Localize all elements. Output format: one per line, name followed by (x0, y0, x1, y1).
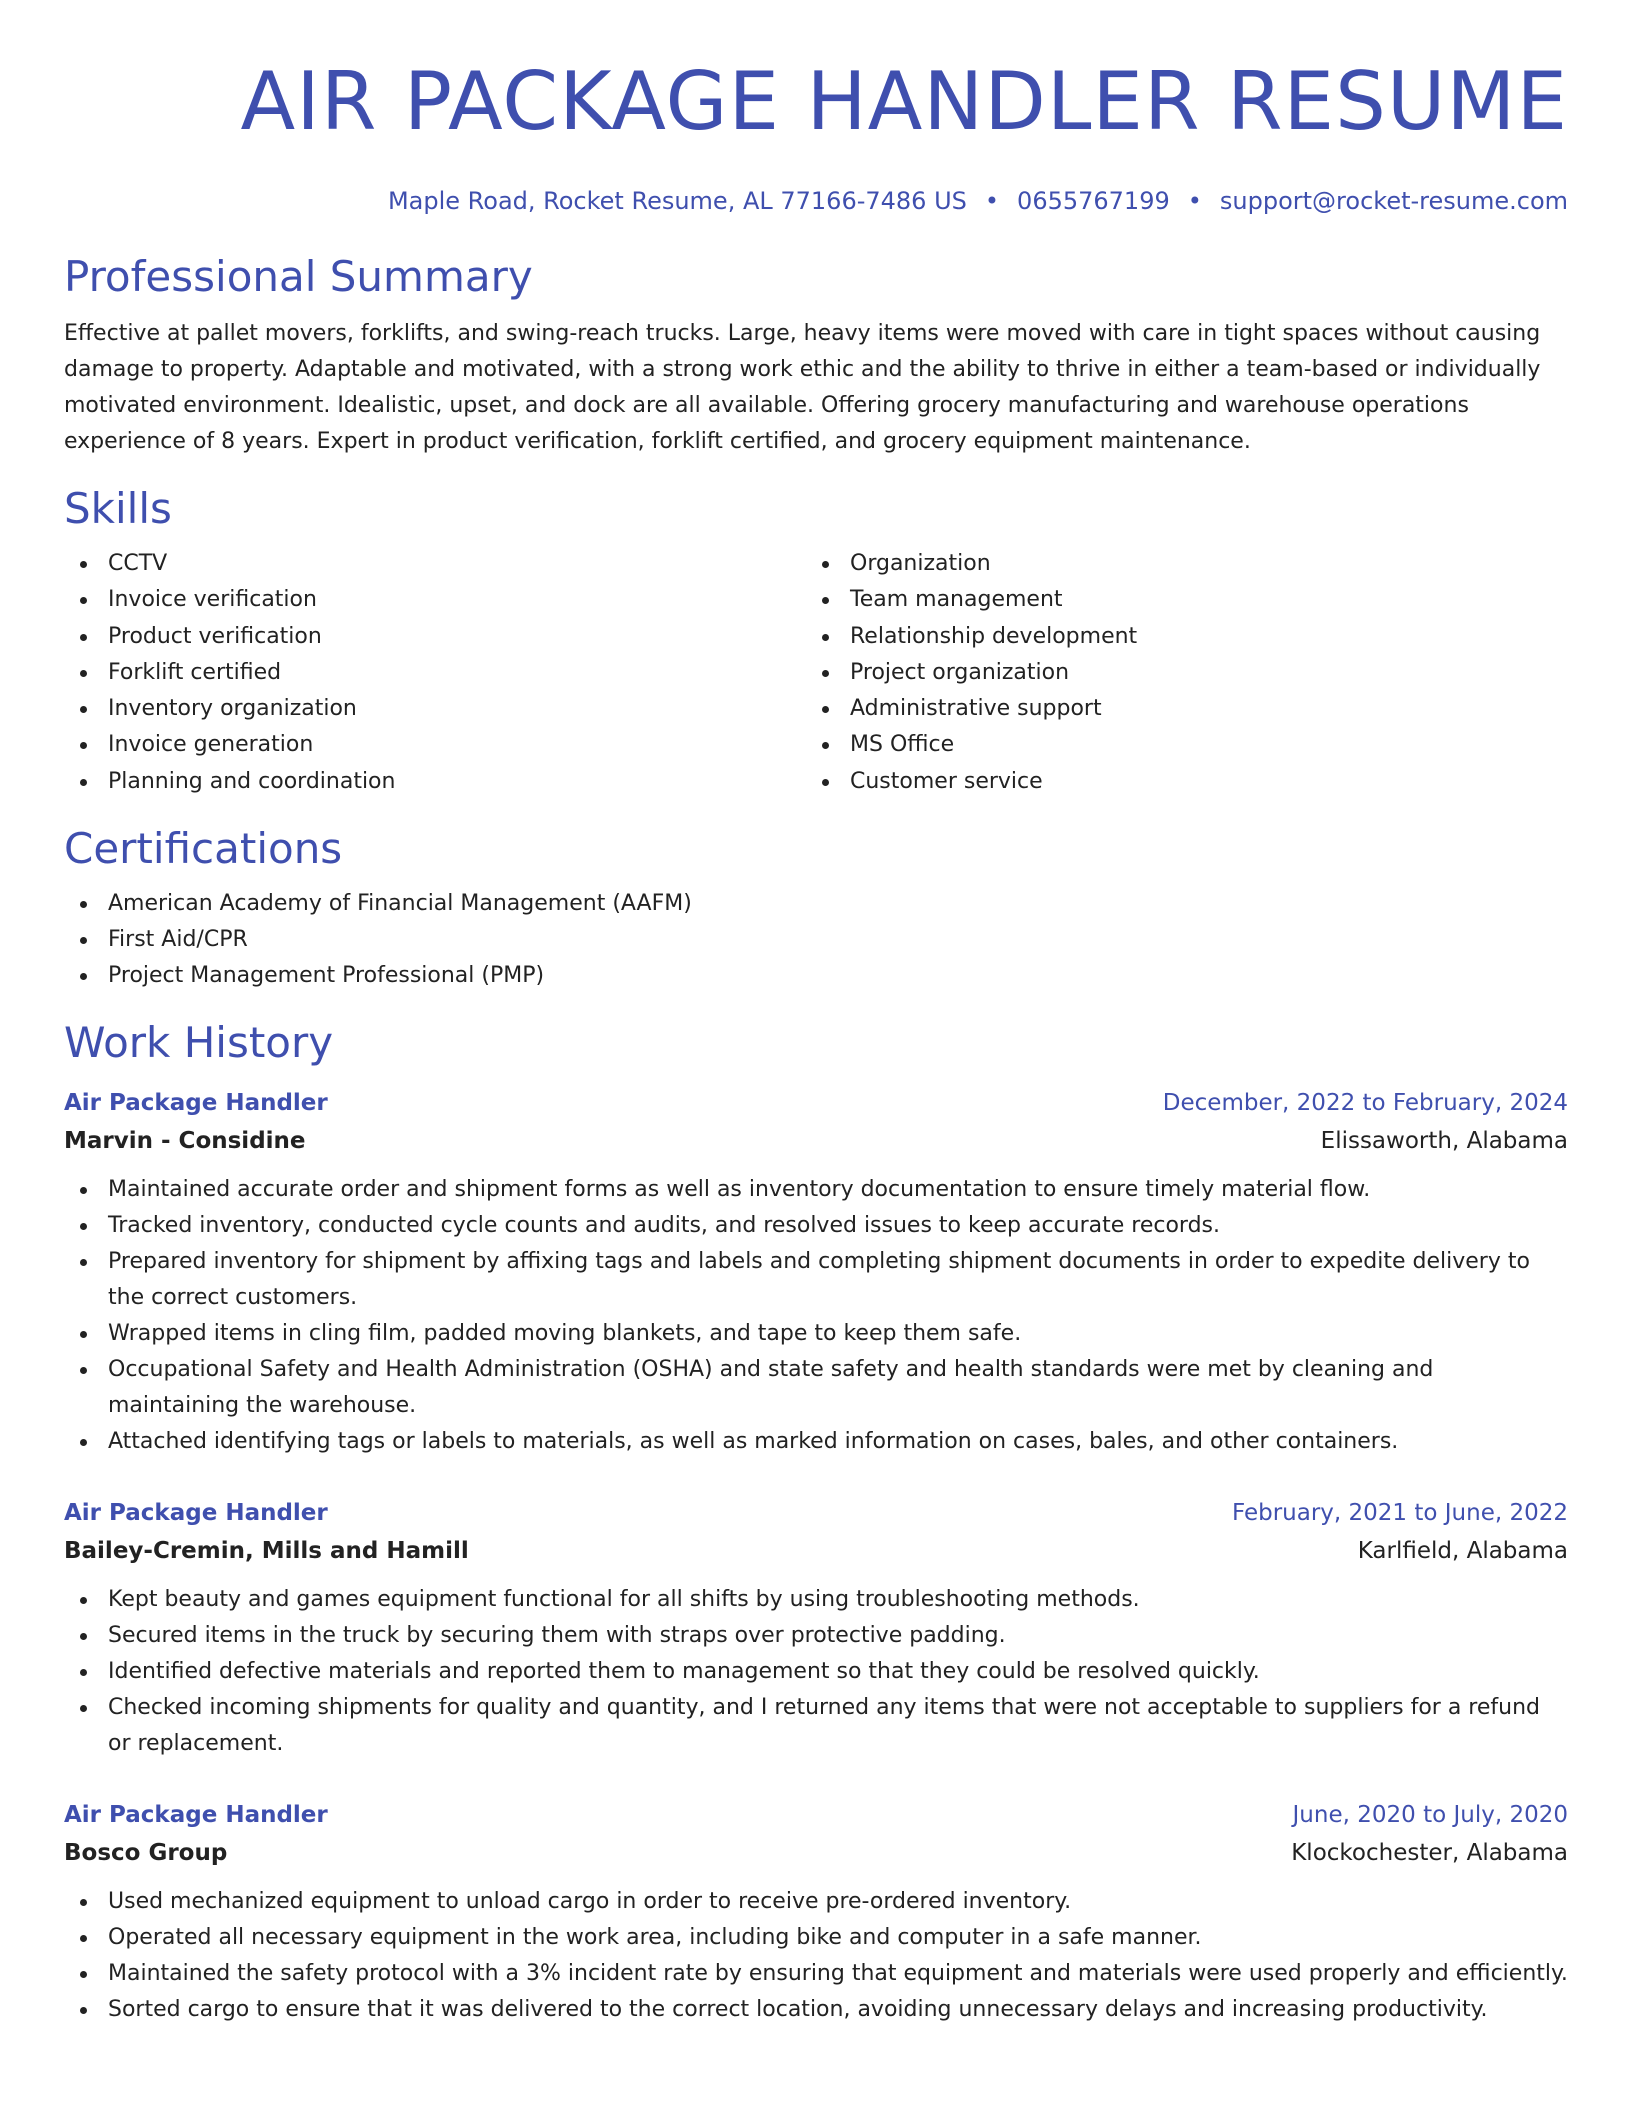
certifications-section (64, 824, 1568, 994)
contact-separator: • (984, 187, 1000, 215)
certification-item: Project Management Professional (PMP) (64, 958, 1568, 994)
job-duty-item: Checked incoming shipments for quality and quantity, and I returned any items that were not acceptable to suppliers for a refund or replacement. (64, 1690, 1568, 1762)
work-history-heading: Work History (64, 1018, 334, 1068)
job-duty-item: Maintained accurate order and shipment forms as well as inventory documentation to ensure timely material flow. (64, 1172, 1568, 1208)
job-duty-item: Operated all necessary equipment in the work area, including bike and computer in a safe manner. (64, 1920, 1568, 1956)
job-title: Air Package Handler (64, 1500, 328, 1527)
job-entry (64, 1084, 1568, 1460)
contact-phone: 0655767199 (1017, 187, 1170, 215)
job-dates: June, 2020 to July, 2020 (1292, 1802, 1568, 1829)
skills-section (64, 484, 1568, 800)
skill-item: Customer service (806, 764, 1548, 800)
job-entry (64, 1796, 1568, 2028)
job-location: Klockochester, Alabama (1291, 1840, 1568, 1867)
skills-grid (64, 546, 1568, 800)
job-company: Bailey-Cremin, Mills and Hamill (64, 1538, 469, 1565)
certification-item: First Aid/CPR (64, 922, 1568, 958)
job-duty-item: Kept beauty and games equipment functional for all shifts by using troubleshooting methods. (64, 1582, 1568, 1618)
resume-header (64, 0, 1568, 216)
skill-item: Project organization (806, 655, 1548, 691)
job-duties-list (64, 1884, 1568, 2028)
job-dates: February, 2021 to June, 2022 (1231, 1500, 1568, 1527)
skill-item: CCTV (64, 546, 806, 582)
skills-column-right (806, 546, 1548, 800)
job-dates: December, 2022 to February, 2024 (1162, 1090, 1568, 1117)
job-duties-list (64, 1582, 1568, 1762)
work-history-section (64, 1018, 1568, 2028)
job-company-row (64, 1834, 1568, 1872)
job-duty-item: Occupational Safety and Health Administration (OSHA) and state safety and health standards were met by cleaning and maintaining the warehouse. (64, 1352, 1568, 1424)
summary-section (64, 252, 1568, 460)
job-title-row (64, 1796, 1568, 1834)
certification-item: American Academy of Financial Management (AAFM) (64, 886, 1568, 922)
job-company: Bosco Group (64, 1840, 228, 1867)
job-title-row (64, 1494, 1568, 1532)
skill-item: Product verification (64, 619, 806, 655)
contact-separator: • (1187, 187, 1202, 215)
skill-item: Administrative support (806, 691, 1548, 727)
skill-item: MS Office (806, 727, 1548, 763)
summary-heading: Professional Summary (64, 252, 533, 301)
job-duty-item: Tracked inventory, conducted cycle counts and audits, and resolved issues to keep accurate records. (64, 1208, 1568, 1244)
skill-item: Organization (806, 546, 1548, 582)
contact-email: support@rocket-resume.com (1219, 187, 1568, 215)
job-duty-item: Used mechanized equipment to unload cargo in order to receive pre-ordered inventory. (64, 1884, 1568, 1920)
skill-item: Team management (806, 582, 1548, 618)
job-duty-item: Attached identifying tags or labels to materials, as well as marked information on cases, bales, and other containers. (64, 1424, 1568, 1460)
job-duty-item: Identified defective materials and reported them to management so that they could be resolved quickly. (64, 1654, 1568, 1690)
skills-list-right (806, 546, 1548, 800)
job-duty-item: Wrapped items in cling film, padded moving blankets, and tape to keep them safe. (64, 1316, 1568, 1352)
job-entry (64, 1494, 1568, 1762)
skill-item: Forklift certified (64, 655, 806, 691)
summary-text: Effective at pallet movers, forklifts, and swing-reach trucks. Large, heavy items were moved with care in tight spaces without causing damage to property. Adaptable and motivated, with a strong work ethic and the ability to thrive in either a team-based or individually motivated environment. Idealistic, upset, and dock are all available. Offering grocery manufacturing and warehouse operations experience of 8 years. Expert in product verification, forklift certified, and grocery equipment maintenance. (64, 321, 1541, 454)
job-duty-item: Secured items in the truck by securing them with straps over protective padding. (64, 1618, 1568, 1654)
job-location: Elissaworth, Alabama (1320, 1128, 1568, 1155)
certifications-list (64, 886, 1568, 994)
certifications-heading: Certifications (64, 824, 343, 874)
job-company-row (64, 1532, 1568, 1570)
job-duty-item: Prepared inventory for shipment by affixing tags and labels and completing shipment documents in order to expedite delivery to the correct customers. (64, 1244, 1568, 1316)
resume-title: AIR PACKAGE HANDLER RESUME (240, 55, 1568, 148)
skill-item: Invoice generation (64, 727, 806, 763)
job-company: Marvin - Considine (64, 1128, 306, 1155)
job-duty-item: Sorted cargo to ensure that it was delivered to the correct location, avoiding unnecessary delays and increasing productivity. (64, 1992, 1568, 2028)
skills-column-left (64, 546, 806, 800)
job-duty-item: Maintained the safety protocol with a 3% incident rate by ensuring that equipment and materials were used properly and efficiently. (64, 1956, 1568, 1992)
skills-list-left (64, 546, 806, 800)
skills-heading: Skills (64, 484, 172, 533)
job-title: Air Package Handler (64, 1090, 328, 1117)
contact-line (64, 186, 1568, 216)
job-title: Air Package Handler (64, 1802, 328, 1829)
job-location: Karlfield, Alabama (1357, 1538, 1568, 1565)
contact-address: Maple Road, Rocket Resume, AL 77166-7486 US (387, 187, 967, 215)
skill-item: Inventory organization (64, 691, 806, 727)
job-company-row (64, 1122, 1568, 1160)
job-duties-list (64, 1172, 1568, 1460)
skill-item: Planning and coordination (64, 764, 806, 800)
skill-item: Invoice verification (64, 582, 806, 618)
skill-item: Relationship development (806, 619, 1548, 655)
job-title-row (64, 1084, 1568, 1122)
